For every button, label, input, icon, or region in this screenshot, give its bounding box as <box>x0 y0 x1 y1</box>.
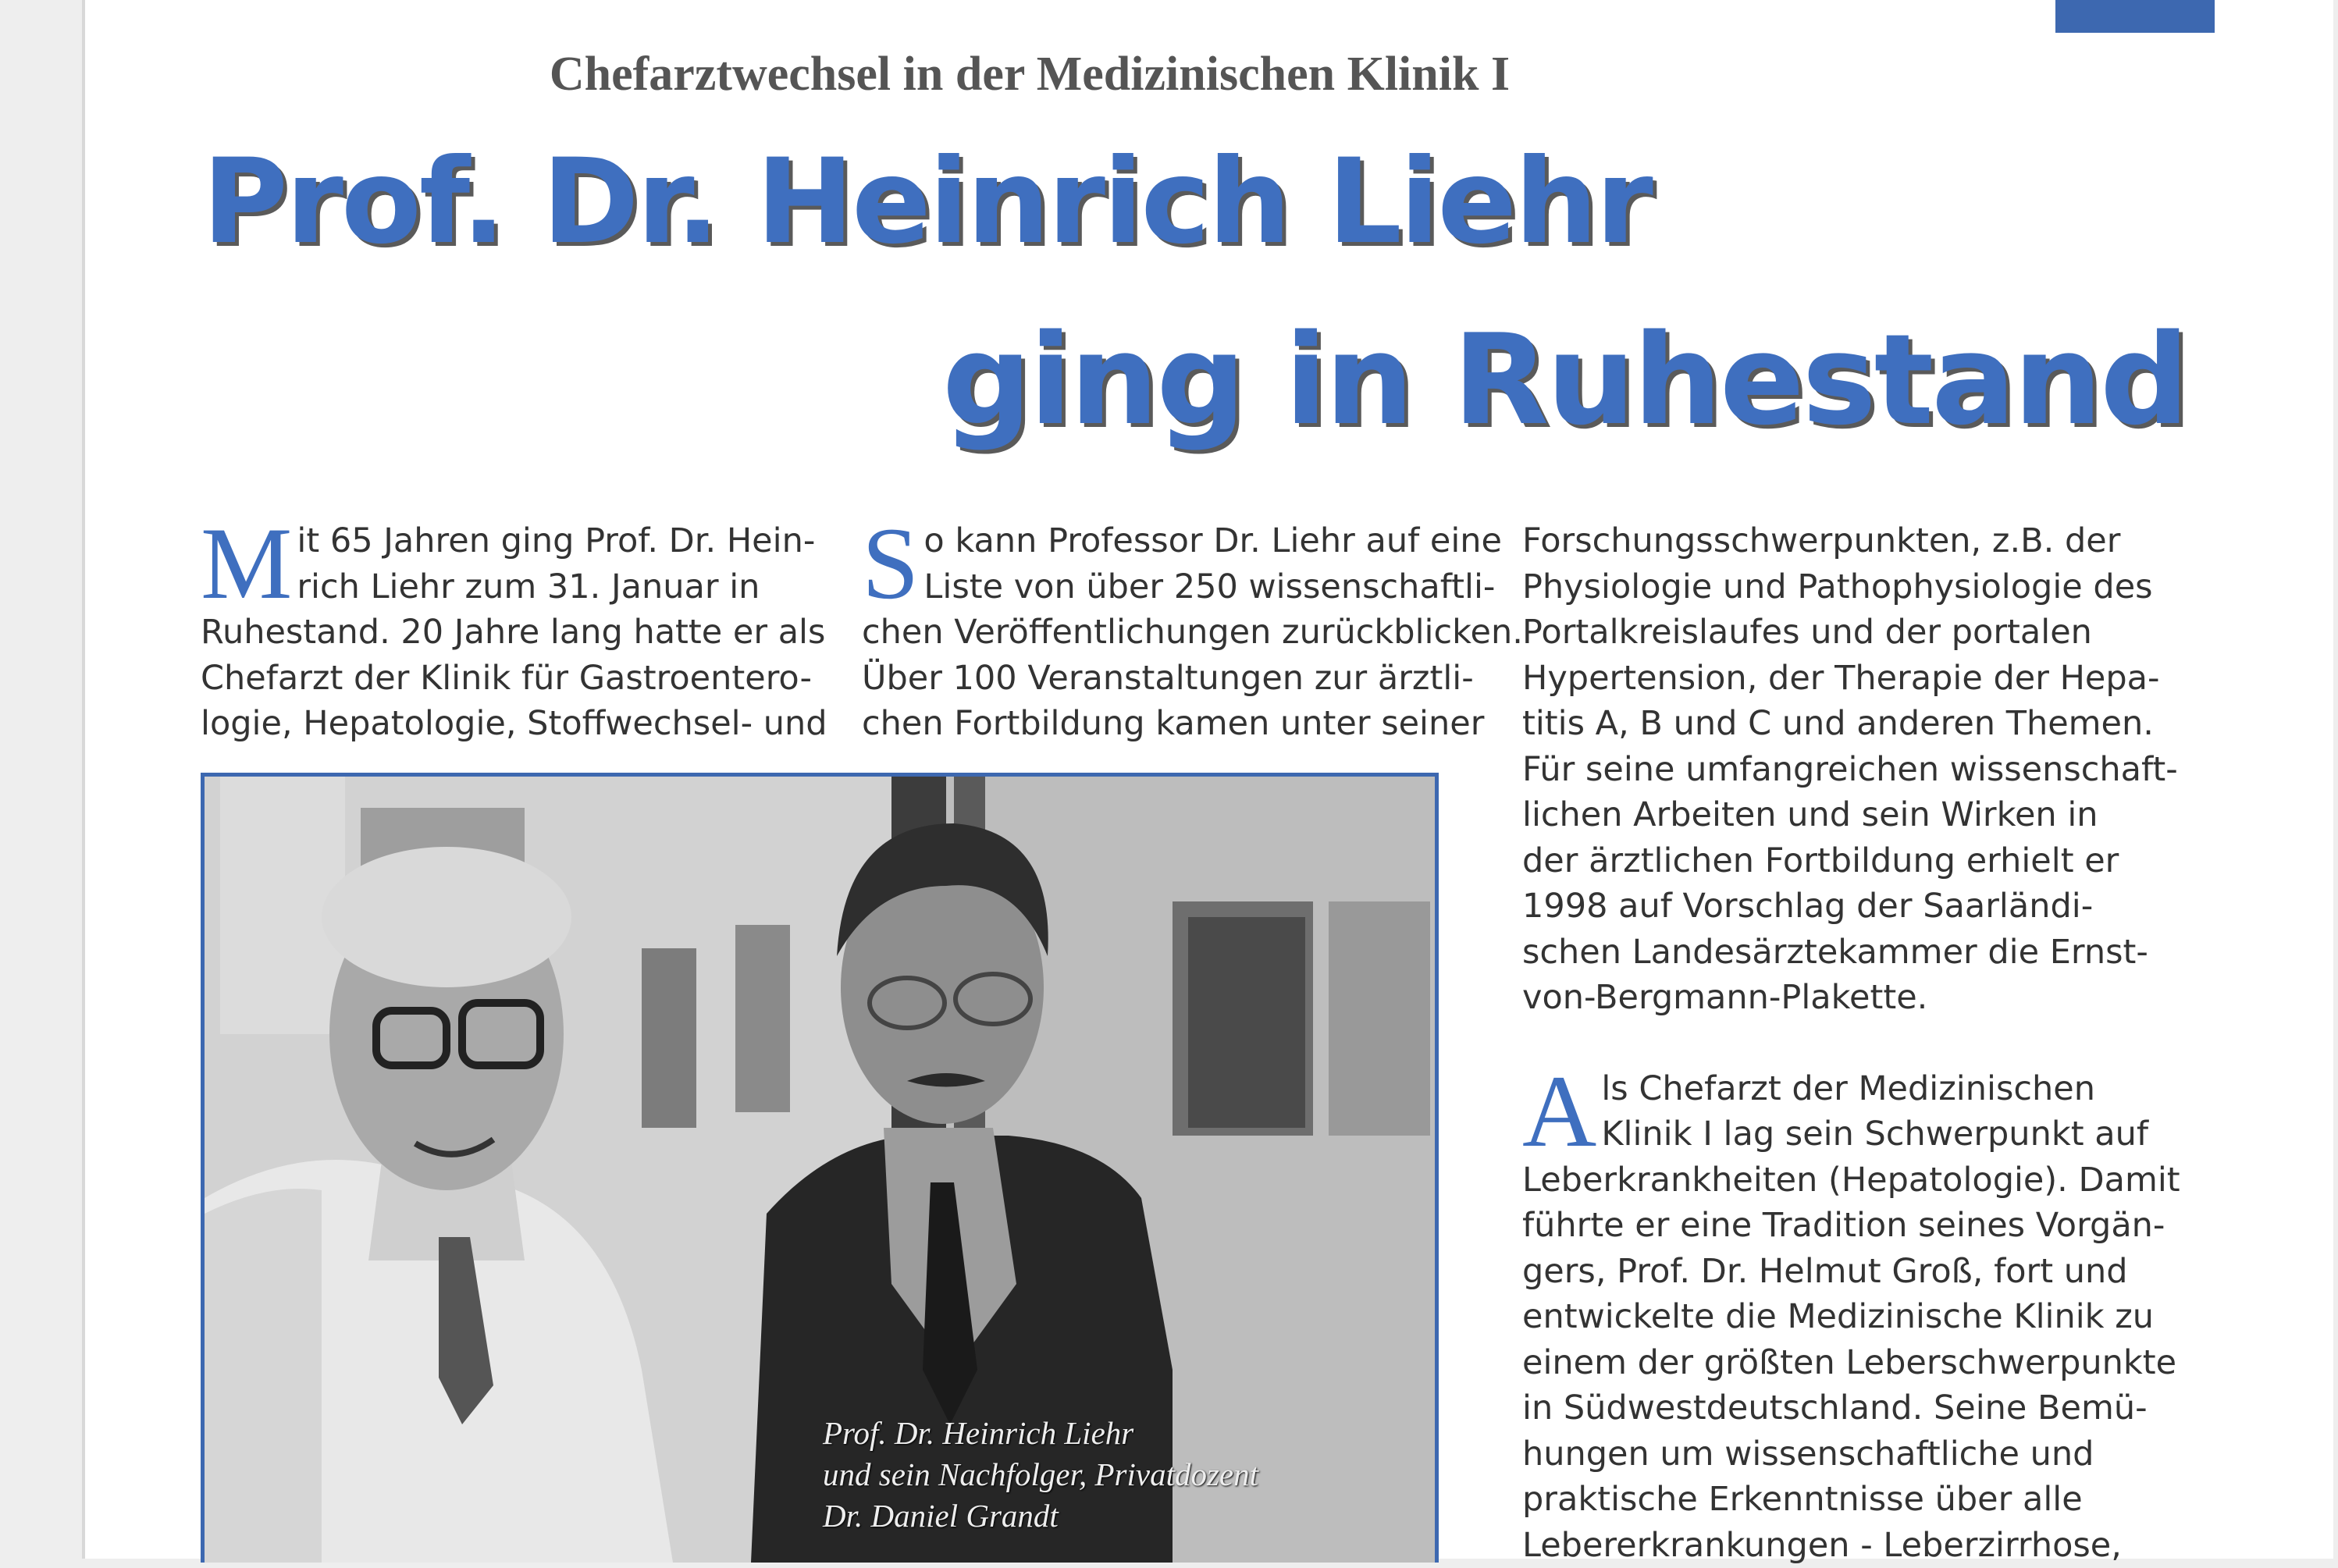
text-line: Ruhestand. 20 Jahre lang hatte er als <box>201 610 841 656</box>
caption-line: Dr. Daniel Grandt <box>823 1495 1258 1537</box>
text-line: gers, Prof. Dr. Helmut Groß, fort und <box>1522 1249 2225 1295</box>
article-headline-line2: ging in Ruhestand <box>942 307 2187 453</box>
text-line: lichen Arbeiten und sein Wirken in <box>1522 792 2225 838</box>
article-photo <box>201 773 1439 1563</box>
text-line: titis A, B und C und anderen Themen. <box>1522 701 2225 747</box>
text-line: Hypertension, der Therapie der Hepa- <box>1522 656 2225 702</box>
text-line: Physiologie und Pathophysiologie des <box>1522 564 2225 610</box>
text-line: praktische Erkenntnisse über alle <box>1522 1477 2225 1523</box>
text-line: in Südwestdeutschland. Seine Bemü- <box>1522 1385 2225 1431</box>
text-line: Chefarzt der Klinik für Gastroentero- <box>201 656 841 702</box>
text-line: 1998 auf Vorschlag der Saarländi- <box>1522 884 2225 930</box>
text-line: Leberkrankheiten (Hepatologie). Damit <box>1522 1157 2225 1204</box>
photo-caption <box>823 1413 1258 1537</box>
text-column-1 <box>201 518 841 747</box>
dropcap: M <box>201 523 292 609</box>
magazine-page <box>82 0 2333 1559</box>
page-corner-tab <box>2055 0 2215 33</box>
caption-line: und sein Nachfolger, Privatdozent <box>823 1454 1258 1495</box>
text-line: der ärztlichen Fortbildung erhielt er <box>1522 838 2225 884</box>
text-line: Klinik I lag sein Schwerpunkt auf <box>1522 1111 2225 1157</box>
text-line: Forschungsschwerpunkten, z.B. der <box>1522 518 2225 564</box>
text-line: logie, Hepatologie, Stoffwechsel- und <box>201 701 841 747</box>
text-line: Portalkreislaufes und der portalen <box>1522 610 2225 656</box>
text-line: it 65 Jahren ging Prof. Dr. Hein- <box>201 518 841 564</box>
text-line: chen Veröffentlichungen zurückblicken. <box>862 610 1518 656</box>
text-line: rich Liehr zum 31. Januar in <box>201 564 841 610</box>
text-line: Lebererkrankungen - Leberzirrhose, <box>1522 1523 2225 1568</box>
dropcap: S <box>862 523 919 609</box>
text-line: einem der größten Leberschwerpunkte <box>1522 1340 2225 1386</box>
paragraph <box>1522 1066 2225 1568</box>
text-line: führte er eine Tradition seines Vorgän- <box>1522 1203 2225 1249</box>
text-column-2 <box>862 518 1518 747</box>
paragraph <box>1522 518 2225 1021</box>
text-line: von-Bergmann-Plakette. <box>1522 975 2225 1021</box>
article-headline-line1: Prof. Dr. Heinrich Liehr <box>202 134 1651 270</box>
article-kicker: Chefarztwechsel in der Medizinischen Klinik I <box>85 47 1974 102</box>
text-column-3 <box>1522 518 2225 1568</box>
text-line: entwickelte die Medizinische Klinik zu <box>1522 1294 2225 1340</box>
text-line: Für seine umfangreichen wissenschaft- <box>1522 747 2225 793</box>
text-line: hungen um wissenschaftliche und <box>1522 1431 2225 1477</box>
caption-line: Prof. Dr. Heinrich Liehr <box>823 1413 1258 1454</box>
text-line: schen Landesärztekammer die Ernst- <box>1522 930 2225 976</box>
text-line: Liste von über 250 wissenschaftli- <box>862 564 1518 610</box>
dropcap: A <box>1522 1071 1596 1157</box>
text-line: ls Chefarzt der Medizinischen <box>1522 1066 2225 1112</box>
text-line: chen Fortbildung kamen unter seiner <box>862 701 1518 747</box>
text-line: o kann Professor Dr. Liehr auf eine <box>862 518 1518 564</box>
text-line: Über 100 Veranstaltungen zur ärztli- <box>862 656 1518 702</box>
